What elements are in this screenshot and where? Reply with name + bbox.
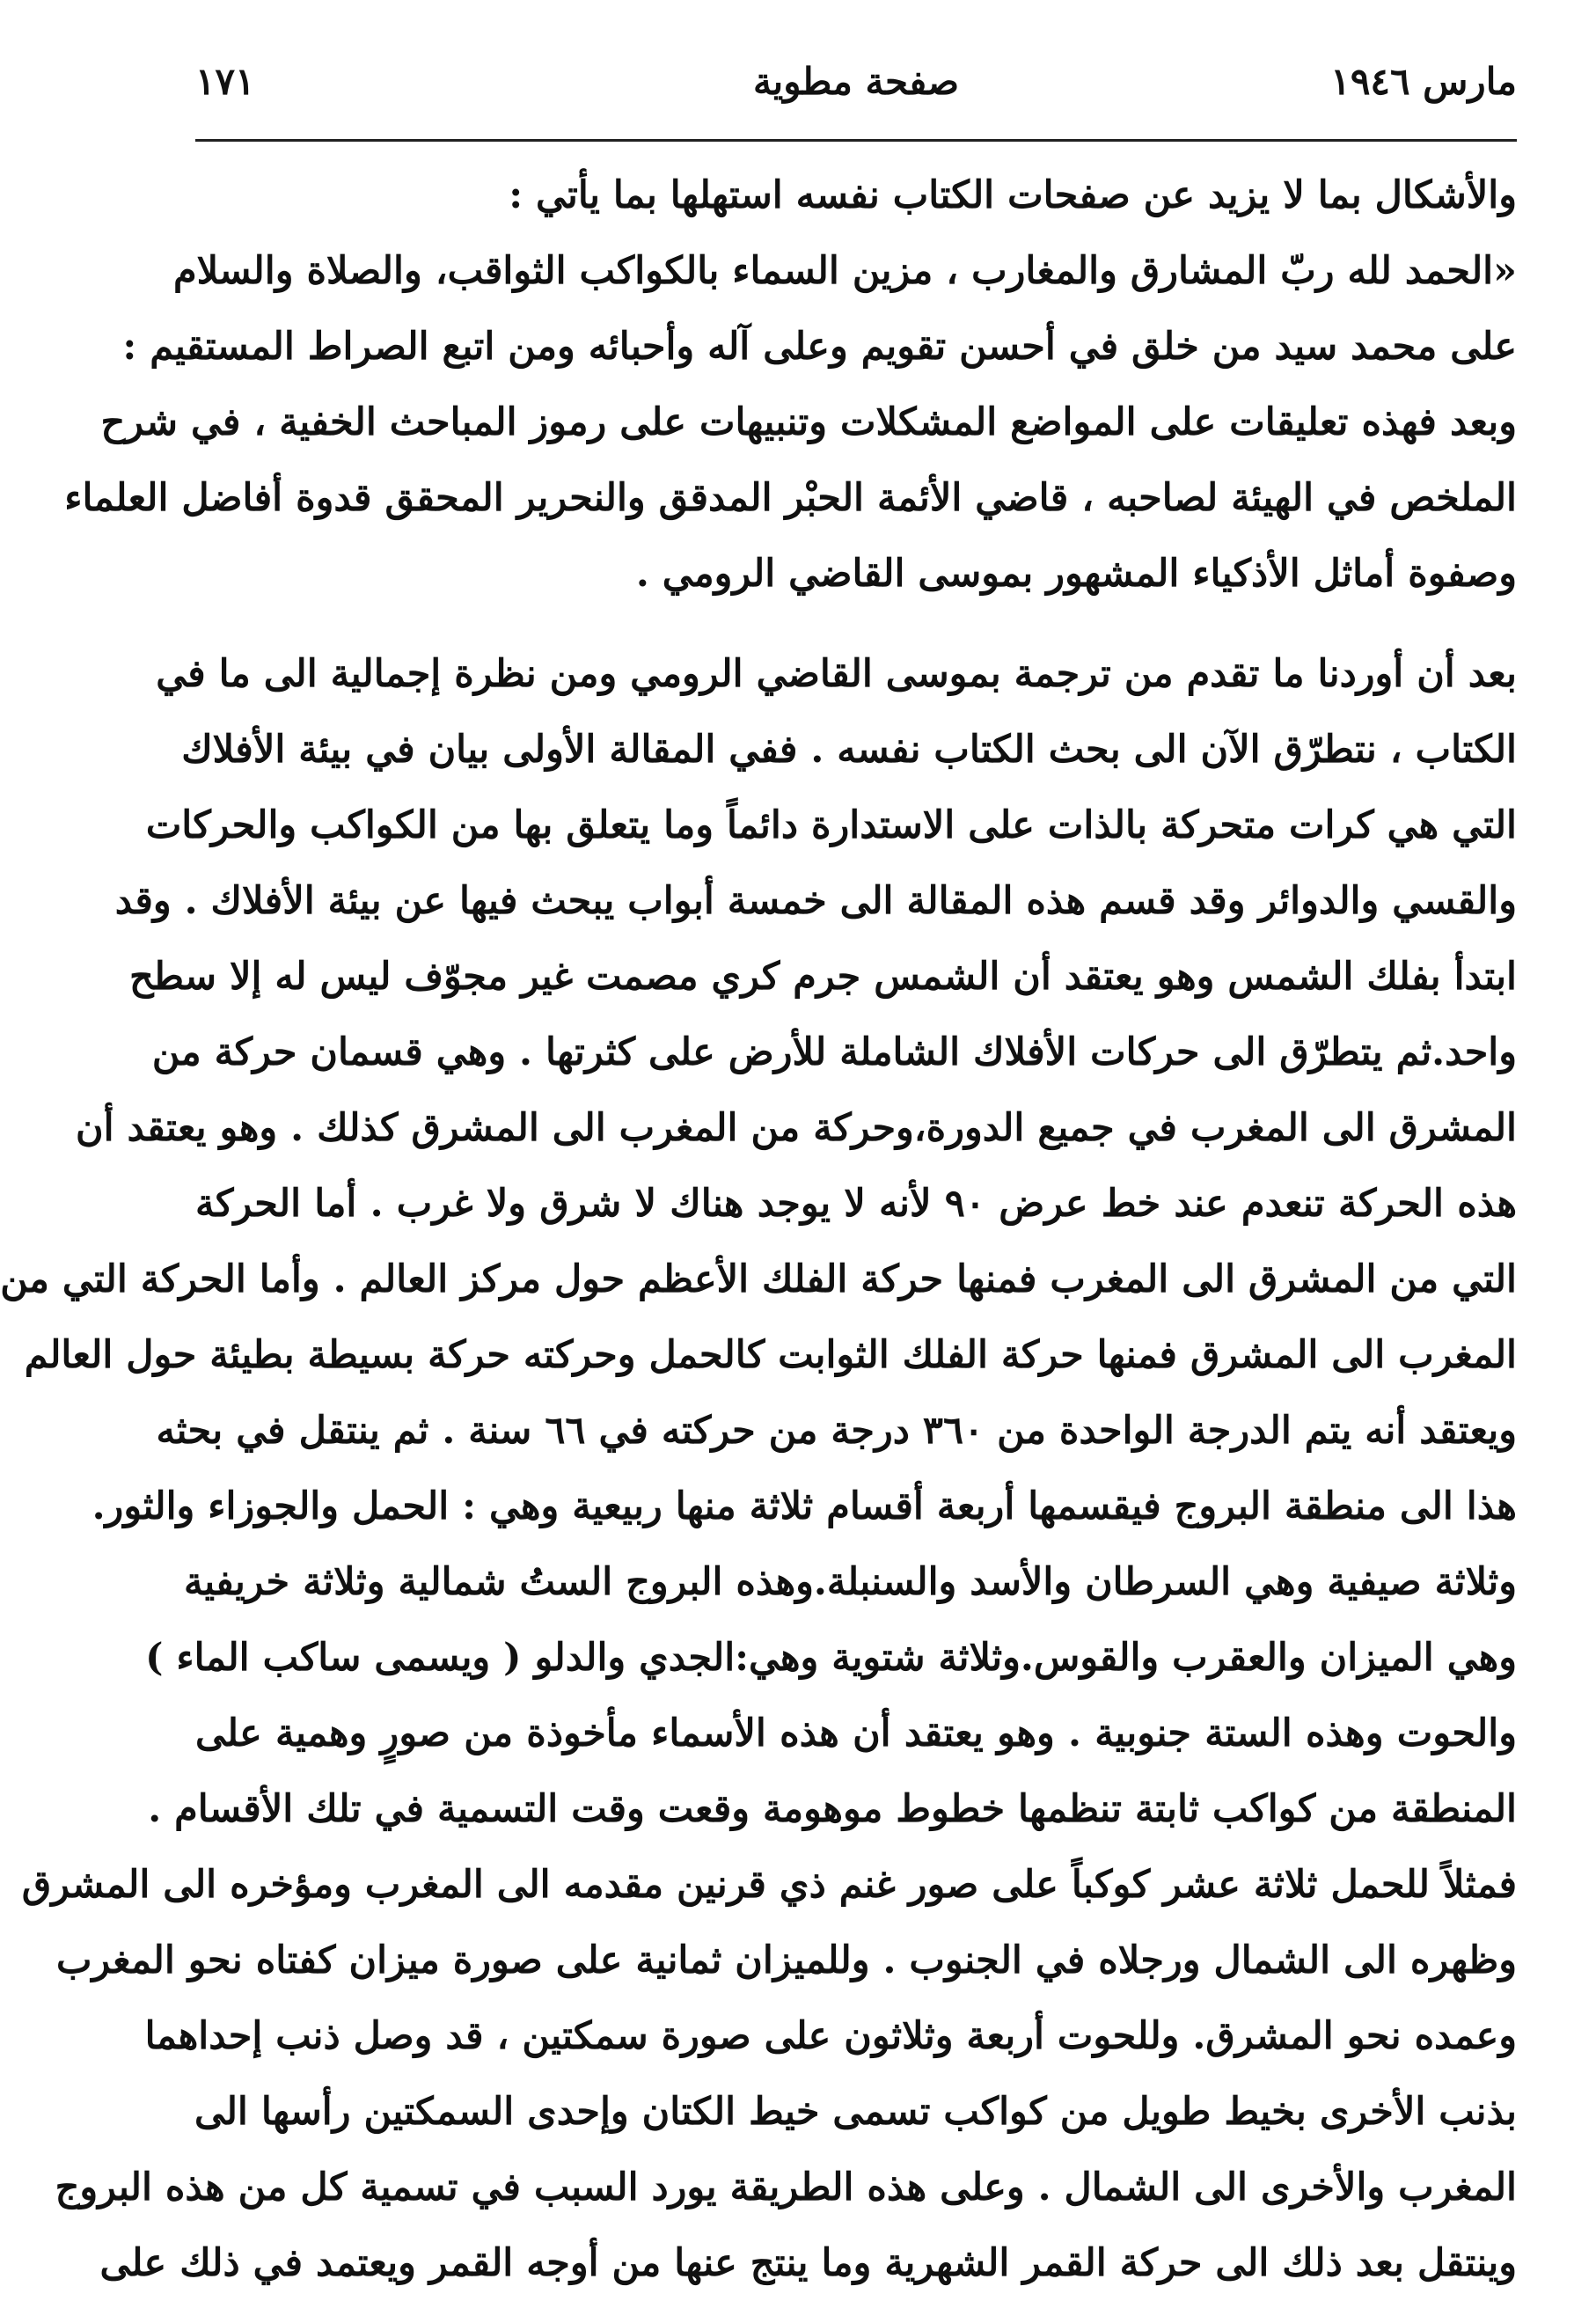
paragraph (64, 233, 1517, 612)
text-line: واحد.ثم يتطرّق الى حركات الأفلاك الشاملة للأرض على كثرتها . وهي قسمان حركة من (151, 1030, 1517, 1074)
text-line: على محمد سيد من خلق في أحسن تقويم وعلى آله وأحبائه ومن اتبع الصراط المستقيم : (122, 325, 1517, 369)
text-line: هذا الى منطقة البروج فيقسمها أربعة أقسام ثلاثة منها ربيعية وهي : الحمل والجوزاء والثور. (92, 1484, 1517, 1528)
text-line: الكتاب ، نتطرّق الآن الى بحث الكتاب نفسه . ففي المقالة الأولى بيان في بيئة الأفلاك (181, 728, 1517, 772)
text-line: وثلاثة صيفية وهي السرطان والأسد والسنبلة.وهذه البروج الستُ شمالية وثلاثة خريفية (184, 1560, 1517, 1604)
text-line: التي هي كرات متحركة بالذات على الاستدارة دائماً وما يتعلق بها من الكواكب والحركات (145, 803, 1517, 847)
text-line: ابتدأ بفلك الشمس وهو يعتقد أن الشمس جرم كري مصمت غير مجوّف ليس له إلا سطح (128, 955, 1517, 999)
text-line: المغرب الى المشرق فمنها حركة الفلك الثوابت كالحمل وحركته حركة بسيطة بطيئة حول العالم (24, 1333, 1517, 1377)
text-line: وعمده نحو المشرق. وللحوت أربعة وثلاثون على صورة سمكتين ، قد وصل ذنب إحداهما (144, 2014, 1517, 2058)
text-line: هذه الحركة تنعدم عند خط عرض ٩٠ لأنه لا يوجد هناك لا شرق ولا غرب . أما الحركة (195, 1182, 1517, 1226)
page-number: ١٧١ (195, 60, 255, 103)
text-line: المنطقة من كواكب ثابتة تنظمها خطوط موهومة وقعت وقت التسمية في تلك الأقسام . (148, 1787, 1517, 1831)
text-line: بعد أن أوردنا ما تقدم من ترجمة بموسى القاضي الرومي ومن نظرة إجمالية الى ما في (156, 652, 1517, 696)
text-line: والقسي والدوائر وقد قسم هذه المقالة الى خمسة أبواب يبحث فيها عن بيئة الأفلاك . وقد (114, 879, 1517, 923)
text-line: وينتقل بعد ذلك الى حركة القمر الشهرية وما ينتج عنها من أوجه القمر ويعتمد في ذلك على (99, 2241, 1517, 2285)
text-line: الملخص في الهيئة لصاحبه ، قاضي الأئمة الحبْر المدقق والنحرير المحقق قدوة أفاضل العلماء (64, 476, 1517, 520)
text-line: التي من المشرق الى المغرب فمنها حركة الفلك الأعظم حول مركز العالم . وأما الحركة التي من (0, 1257, 1517, 1301)
text-line: وهي الميزان والعقرب والقوس.وثلاثة شتوية وهي:الجدي والدلو ( ويسمى ساكب الماء ) (145, 1636, 1517, 1680)
text-line: المشرق الى المغرب في جميع الدورة،وحركة من المغرب الى المشرق كذلك . وهو يعتقد أن (76, 1106, 1517, 1150)
text-line: وصفوة أماثل الأذكياء المشهور بموسى القاضي الرومي . (635, 552, 1517, 596)
text-line: فمثلاً للحمل ثلاثة عشر كوكباً على صور غنم ذي قرنين مقدمه الى المغرب ومؤخره الى المشرق (21, 1863, 1517, 1907)
header-date: مارس ١٩٤٦ (1330, 60, 1517, 103)
text-line: والحوت وهذه الستة جنوبية . وهو يعتقد أن هذه الأسماء مأخوذة من صورٍ وهمية على (195, 1711, 1517, 1755)
article-body (0, 158, 1517, 2301)
paragraph (195, 158, 1517, 233)
text-line: ويعتقد أنه يتم الدرجة الواحدة من ٣٦٠ درجة من حركته في ٦٦ سنة . ثم ينتقل في بحثه (156, 1409, 1517, 1453)
header-divider (195, 139, 1517, 142)
text-line: المغرب والأخرى الى الشمال . وعلى هذه الطريقة يورد السبب في تسمية كل من هذه البروج (55, 2165, 1517, 2209)
text-line: وبعد فهذه تعليقات على المواضع المشكلات وتنبيهات على رموز المباحث الخفية ، في شرح (100, 400, 1517, 444)
page-header (195, 53, 1517, 123)
text-line: بذنب الأخرى بخيط طويل من كواكب تسمى خيط الكتان وإحدى السمكتين رأسها الى (194, 2090, 1517, 2134)
paragraph (0, 636, 1517, 2301)
header-title: صفحة مطوية (752, 60, 959, 103)
text-line: وظهره الى الشمال ورجلاه في الجنوب . وللميزان ثمانية على صورة ميزان كفتاه نحو المغرب (55, 1938, 1517, 1982)
text-line: «الحمد لله ربّ المشارق والمغارب ، مزين السماء بالكواكب الثواقب، والصلاة والسلام (173, 249, 1517, 293)
paragraph-gap (195, 612, 1517, 636)
text-line: والأشكال بما لا يزيد عن صفحات الكتاب نفسه استهلها بما يأتي : (509, 173, 1517, 217)
